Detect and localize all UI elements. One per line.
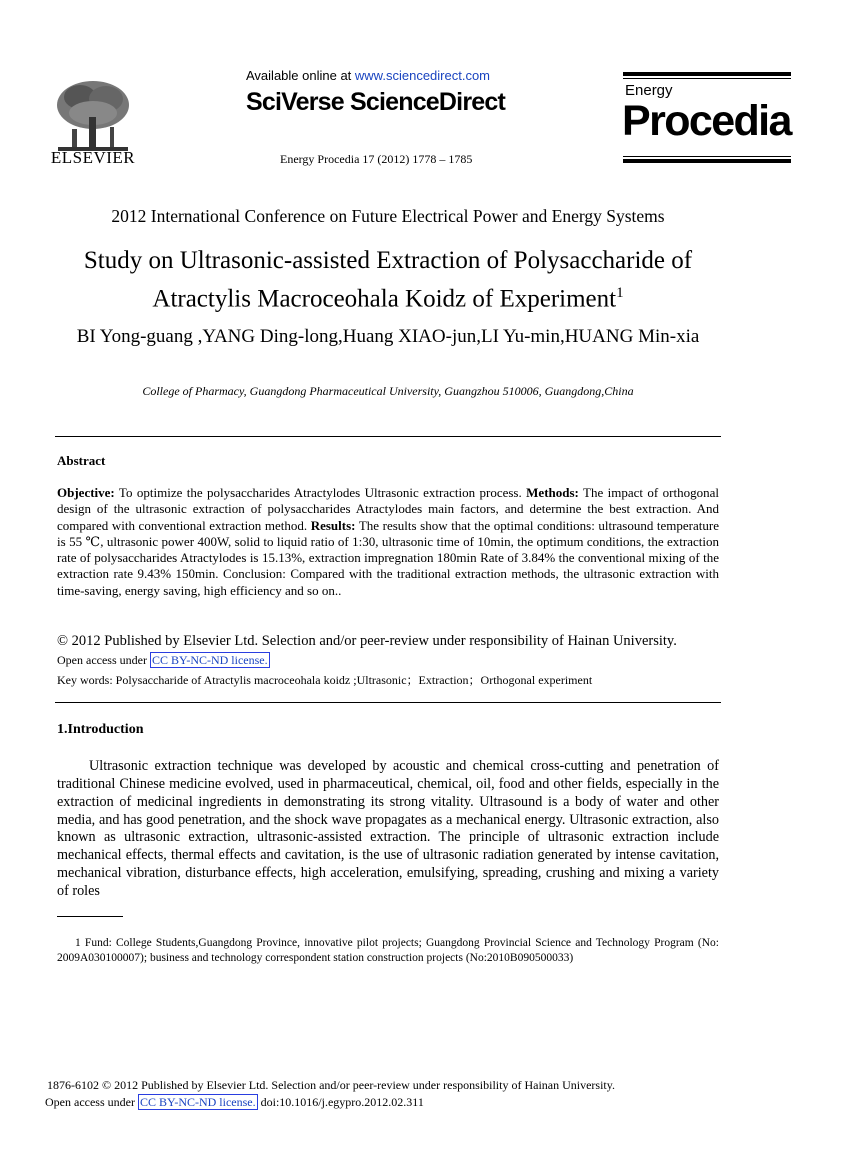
available-online: Available online at www.sciencedirect.com xyxy=(246,68,491,83)
title-footnote-marker: 1 xyxy=(616,285,624,301)
keywords: Key words: Polysaccharide of Atractylis macroceohala koidz ;Ultrasonic；Extraction；Orthogonal experiment xyxy=(57,673,593,687)
footnote-rule xyxy=(57,916,123,917)
section-heading-introduction: 1.Introduction xyxy=(57,722,144,737)
sciencedirect-logo: SciVerse ScienceDirect xyxy=(246,88,505,116)
journal-logo-rule xyxy=(623,156,791,157)
introduction-body: Ultrasonic extraction technique was developed by acoustic and chemical cross-cutting and penetration of traditional Chinese medicine evolved, used in pharmaceutical, chemical, oil, food and other fields, especially in the extraction of medicinal ingredients in demonstrating its strong vitality. Ultrasound is a body of water and other media, and has good penetration, and the shock wave propagates as a mechanical energy. Ultrasonic extraction, also known as ultrasonic extraction, ultrasonic-assisted extraction. The principle of ultrasonic extraction include mechanical effects, thermal effects and cavitation, is the use of ultrasonic radiation generated by intense cavitation, mechanical vibration, disturbance effects, high acceleration, emulsifying, spreading, crushing and mixing a variety of roles xyxy=(57,758,719,899)
journal-logo-rule xyxy=(623,78,791,79)
journal-reference: Energy Procedia 17 (2012) 1778 – 1785 xyxy=(280,152,473,166)
paper-title xyxy=(40,245,736,315)
journal-logo-rule xyxy=(623,159,791,163)
title-line-1: Study on Ultrasonic-assisted Extraction of Polysaccharide of xyxy=(83,247,693,274)
footer-issn-line: 1876-6102 © 2012 Published by Elsevier Ltd. Selection and/or peer-review under responsibility of Hainan University. xyxy=(47,1078,615,1092)
title-line-2: Atractylis Macroceohala Koidz of Experiment xyxy=(152,285,617,313)
divider xyxy=(55,436,721,437)
divider xyxy=(55,702,721,703)
license-link[interactable]: CC BY-NC-ND license. xyxy=(151,653,268,667)
journal-logo-procedia: Procedia xyxy=(622,97,791,145)
abstract-heading: Abstract xyxy=(57,453,106,468)
journal-logo-rule xyxy=(623,72,791,76)
affiliation: College of Pharmacy, Guangdong Pharmaceutical University, Guangzhou 510006, Guangdong,China xyxy=(142,384,634,398)
footnote: 1 Fund: College Students,Guangdong Province, innovative pilot projects; Guangdong Provincial Science and Technology Program (No: 2009A030100007); business and technology correspondent station construction projects (No:2010B090500033) xyxy=(57,937,719,964)
abstract-body: Objective: To optimize the polysaccharides Atractylodes Ultrasonic extraction process. Methods: The impact of orthogonal design of the ultrasonic extraction of polysaccharides Atractylodes main factors, and determine the best extraction. And compared with conventional extraction method. Results: The results show that the optimal conditions: ultrasound temperature is 55 ℃, ultrasonic power 400W, solid to liquid ratio of 1:30, ultrasonic time of 10min, the optimum conditions, the extraction rate of polysaccharides Atractylodes is 15.13%, extraction impregnation 180min Rate of 3.84% the conventional mixing of the extraction rate 9.43% 150min. Conclusion: Compared with the traditional extraction methods, the ultrasonic extraction with time-saving, energy saving, high efficiency and so on.. xyxy=(57,485,719,598)
footer-doi-line: Open access under CC BY-NC-ND license. doi:10.1016/j.egypro.2012.02.311 xyxy=(45,1095,424,1109)
elsevier-wordmark: ELSEVIER xyxy=(50,148,136,167)
journal-logo-energy: Energy xyxy=(625,82,673,99)
open-access-line: Open access under CC BY-NC-ND license. xyxy=(57,653,268,667)
sciencedirect-link[interactable]: www.sciencedirect.com xyxy=(354,68,491,83)
footer-license-link[interactable]: CC BY-NC-ND license. xyxy=(139,1095,256,1109)
conference-name: 2012 International Conference on Future Electrical Power and Energy Systems xyxy=(111,206,665,226)
copyright-notice: © 2012 Published by Elsevier Ltd. Selection and/or peer-review under responsibility of Hainan University. xyxy=(57,633,677,649)
authors: BI Yong-guang ,YANG Ding-long,Huang XIAO-jun,LI Yu-min,HUANG Min-xia xyxy=(76,326,700,347)
